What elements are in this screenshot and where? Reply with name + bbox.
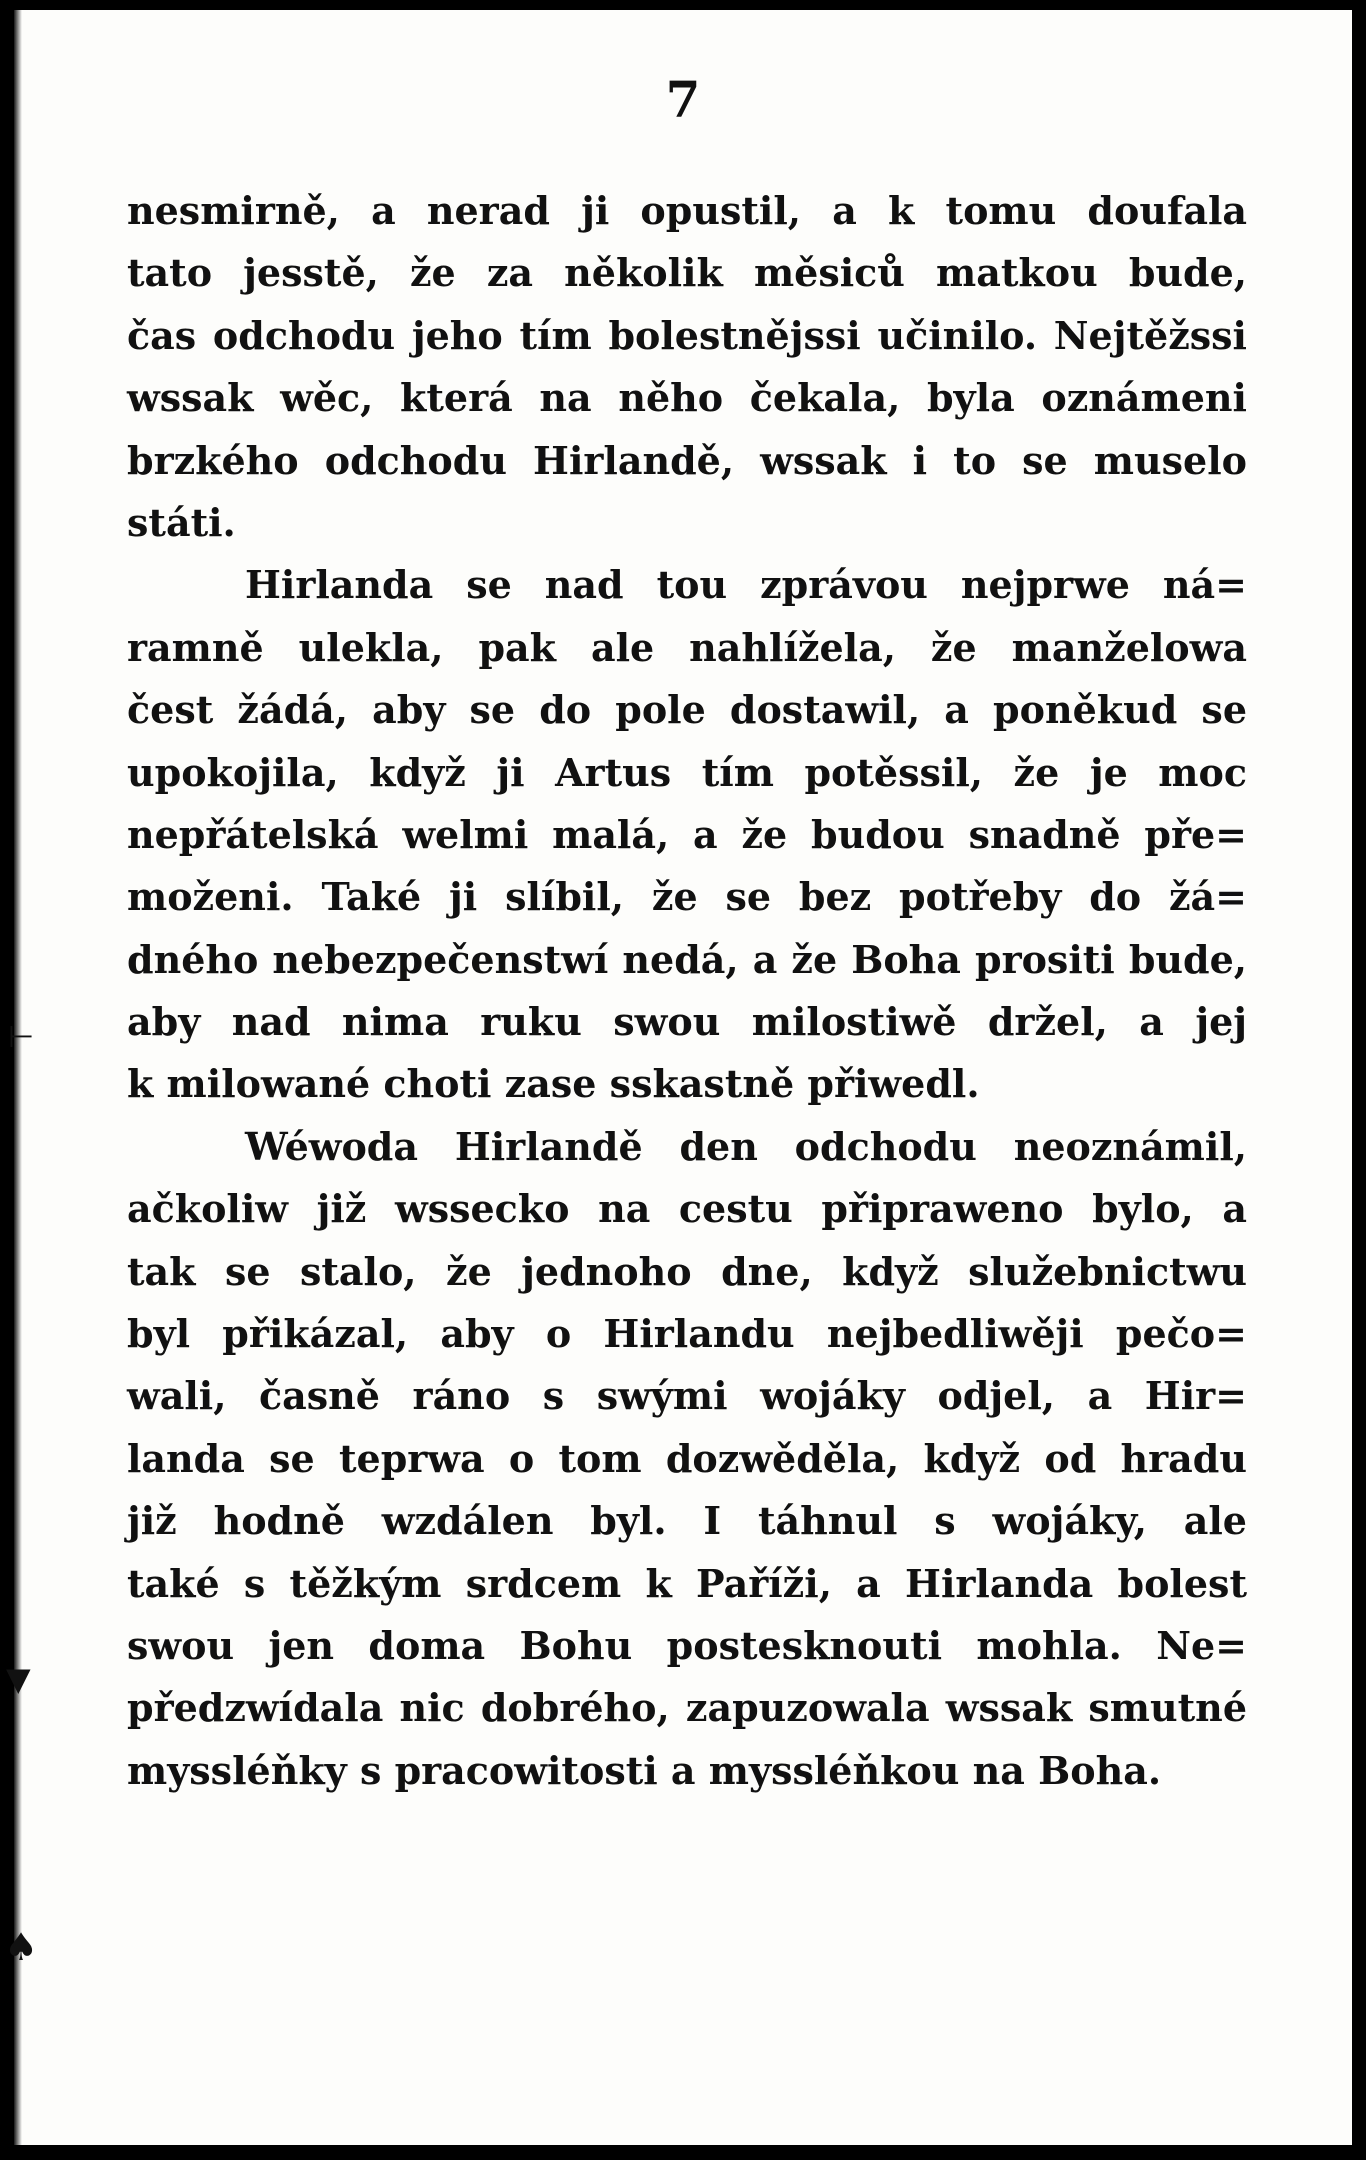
text-line: wali, časně ráno s swými wojáky odjel, a Hir=: [127, 1373, 1247, 1419]
text-line: předzwídala nic dobrého, zapuzowala wssak smutné: [127, 1685, 1247, 1731]
book-page: [4, 10, 1352, 2145]
text-line: tato jesstě, že za několik měsiců matkou bude,: [127, 250, 1247, 296]
margin-fleuron-mark: ♠: [4, 1925, 39, 1969]
text-line: k milowané choti zase sskastně přiwedl.: [127, 1061, 980, 1107]
page-edge-shadow: [14, 10, 22, 2145]
text-line: státi.: [127, 499, 236, 545]
text-line: čest žádá, aby se do pole dostawil, a poněkud se: [127, 687, 1247, 733]
text-line: nepřátelská welmi malá, a že budou snadně pře=: [127, 811, 1247, 857]
text-line: landa se teprwa o tom dozwěděla, když od hradu: [127, 1435, 1247, 1481]
text-line: ramně ulekla, pak ale nahlížela, že manželowa: [127, 624, 1247, 670]
text-line: upokojila, když ji Artus tím potěssil, že je moc: [127, 749, 1247, 795]
page-number: 7: [665, 70, 701, 129]
text-line: tak se stalo, že jednoho dne, když služebnictwu: [127, 1248, 1247, 1294]
text-line: swou jen doma Bohu postesknouti mohla. Ne=: [127, 1622, 1247, 1668]
text-line: také s těžkým srdcem k Paříži, a Hirlanda bolest: [127, 1560, 1247, 1606]
text-line: Wéwoda Hirlandě den odchodu neoznámil,: [245, 1123, 1247, 1169]
text-line: dného nebezpečenstwí nedá, a že Boha prositi bude,: [127, 936, 1247, 982]
body-text: [127, 180, 1247, 1802]
margin-arrow-mark: ▼: [6, 1660, 31, 1698]
text-line: Hirlanda se nad tou zprávou nejprwe ná=: [245, 562, 1247, 608]
text-line: myssléňky s pracowitosti a myssléňkou na Boha.: [127, 1747, 1162, 1793]
text-line: ačkoliw již wssecko na cestu připraweno bylo, a: [127, 1186, 1247, 1232]
text-line: aby nad nima ruku swou milostiwě držel, a jej: [127, 999, 1247, 1045]
text-line: wssak wěc, která na něho čekala, byla oznámeni: [127, 375, 1247, 421]
text-line: brzkého odchodu Hirlandě, wssak i to se muselo: [127, 437, 1247, 483]
text-line: byl přikázal, aby o Hirlandu nejbedliwěji pečo=: [127, 1311, 1247, 1357]
text-line: nesmirně, a nerad ji opustil, a k tomu doufala: [127, 188, 1247, 233]
text-line: čas odchodu jeho tím bolestnějssi učinilo. Nejtěžssi: [127, 312, 1247, 358]
text-line: již hodně wzdálen byl. I táhnul s wojáky, ale: [127, 1498, 1247, 1544]
text-line: moženi. Také ji slíbil, že se bez potřeby do žá=: [127, 874, 1247, 920]
margin-tick-mark: ⊢: [8, 1020, 35, 1055]
